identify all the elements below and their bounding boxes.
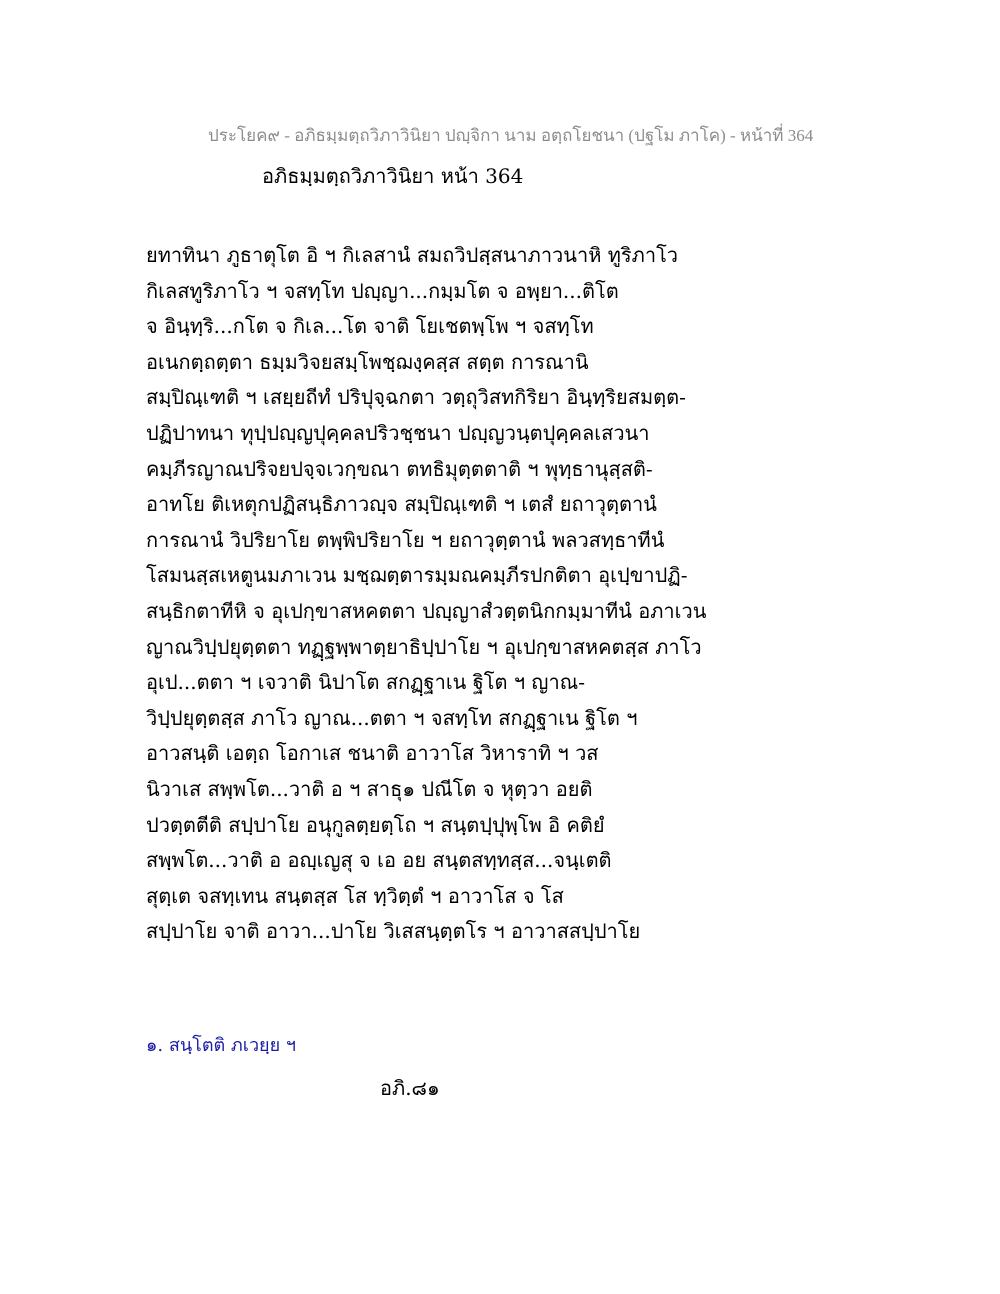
text-line: ปวตฺตตีติ สปฺปาโย อนุกูลตฺยตฺโถ ฯ สนฺตปฺปุพฺโพ อิ คติยํ xyxy=(146,812,605,837)
text-line: จ อินฺทฺริ...กโต จ กิเล...โต จาติ โยเชตพฺโพ ฯ จสทฺโท xyxy=(146,314,594,339)
text-line: นิวาเส สพฺพโต...วาติ อ ฯ สาธุ๑ ปณีโต จ หุตฺวา อยติ xyxy=(146,776,593,801)
page-title: อภิธมฺมตฺถวิภาวินิยา หน้า 364 xyxy=(262,164,524,188)
text-line: สปฺปาโย จาติ อาวา...ปาโย วิเสสนฺตฺตโร ฯ อาวาสสปฺปาโย xyxy=(146,919,641,944)
text-line: ปฏิปาทนา ทุปฺปญฺญปุคฺคลปริวชฺชนา ปญฺญวนฺตปุคฺคลเสวนา xyxy=(146,420,650,445)
text-line: สมฺปิณฺเฑติ ฯ เสยฺยถีทํ ปริปุจฺฉกตา วตฺถุวิสทกิริยา อินฺทฺริยสมตฺต- xyxy=(146,385,686,410)
text-line: วิปฺปยุตฺตสฺส ภาโว ญาณ...ตตา ฯ จสทฺโท สกฏฺฐาเน ฐิโต ฯ xyxy=(146,705,638,730)
text-line: อุเป...ตตา ฯ เจวาติ นิปาโต สกฏฺฐาเน ฐิโต ฯ ญาณ- xyxy=(146,670,585,695)
text-line: อเนกตฺถตฺตา ธมฺมวิจยสมฺโพชฺฌงฺคสฺส สตฺต การณานิ xyxy=(146,349,589,374)
text-line: อาทโย ติเหตุกปฏิสนฺธิภาวญฺจ สมฺปิณฺเฑติ ฯ เตสํ ยถาวุตฺตานํ xyxy=(146,492,657,517)
footnote: ๑. สนฺโตติ ภเวยฺย ฯ xyxy=(146,1035,296,1056)
text-line: กิเลสทูริภาโว ฯ จสทฺโท ปญฺญา...กมฺมโต จ อพฺยา...ติโต xyxy=(146,278,619,303)
text-line: คมฺภีรญาณปริจยปจฺจเวกฺขณา ตทธิมุตฺตตาติ ฯ พุทฺธานุสฺสติ- xyxy=(146,456,653,481)
text-line: สพฺพโต...วาติ อ อญฺเญสุ จ เอ อย สนฺตสทฺทสฺส...จนฺเตติ xyxy=(146,848,612,873)
text-line: ญาณวิปฺปยุตฺตตา ทฏฺฐพฺพาตฺยาธิปฺปาโย ฯ อุเปกฺขาสหคตสฺส ภาโว xyxy=(146,634,702,659)
running-header: ประโยค๙ - อภิธมฺมตฺถวิภาวินิยา ปญฺจิกา นาม อตฺถโยชนา (ปฐโม ภาโค) - หน้าที่ 364 xyxy=(208,126,814,145)
text-line: โสมนสฺสเหตูนมภาเวน มชฺฌตฺตารมฺมณคมฺภีรปกติตา อุเปฺขาปฏิ- xyxy=(146,563,688,588)
text-line: อาวสนฺติ เอตฺถ โอกาเส ชนาติ อาวาโส วิหาราทิ ฯ วส xyxy=(146,741,599,766)
body-text xyxy=(146,238,866,950)
text-line: สุตฺเต จสทฺเทน สนฺตสฺส โส ทฺวิตฺตํ ฯ อาวาโส จ โส xyxy=(146,883,564,908)
text-line: การณานํ วิปริยาโย ตพฺพิปริยาโย ฯ ยถาวุตฺตานํ พลวสทฺธาทีนํ xyxy=(146,527,665,552)
text-line: ยทาทินา ภูธาตุโต อิ ฯ กิเลสานํ สมถวิปสฺสนาภาวนาหิ ทูริภาโว xyxy=(146,243,679,267)
text-line: สนฺธิกตาทีหิ จ อุเปกฺขาสหคตตา ปญฺญาสํวตฺตนิกกมฺมาทีนํ อภาเวน xyxy=(146,598,707,623)
page-footer-mark: อภิ.๘๑ xyxy=(380,1076,440,1100)
